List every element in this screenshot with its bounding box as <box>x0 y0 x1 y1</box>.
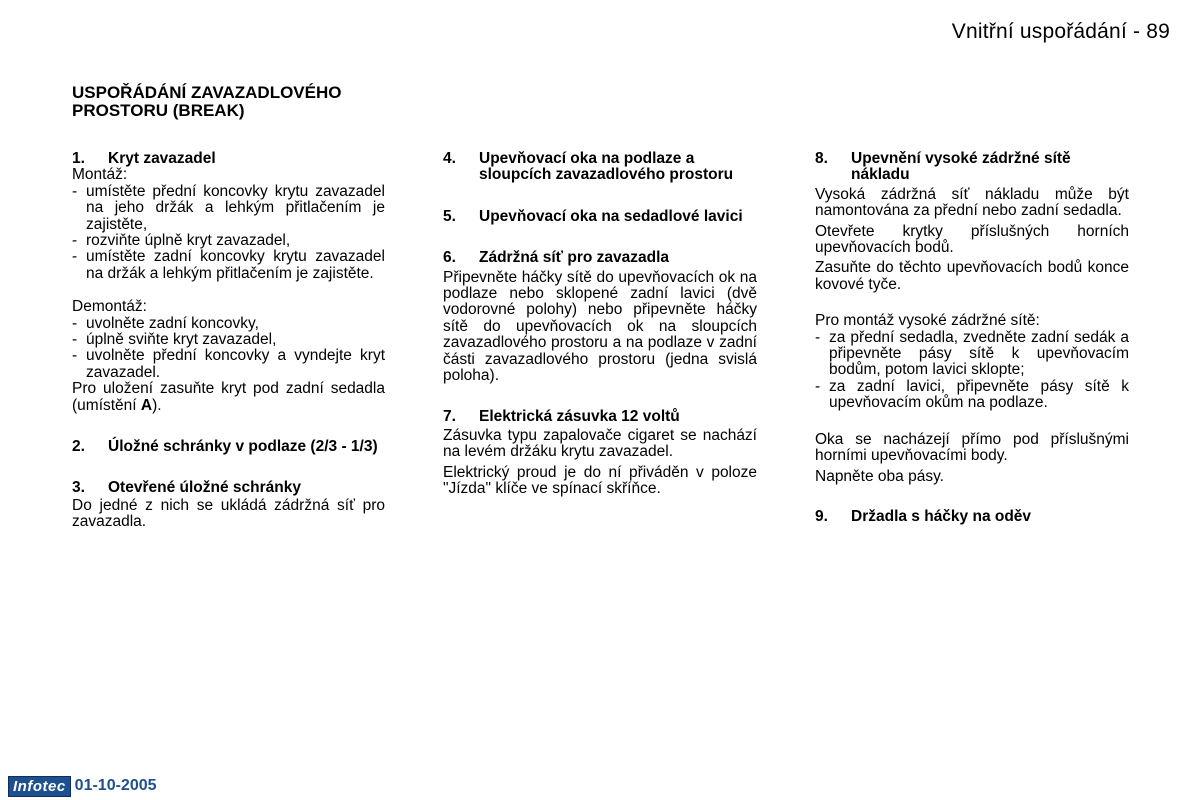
section-8-p2: Otevřete krytky příslušných horních upevňovacích bodů. <box>815 222 1129 257</box>
page-header: Vnitřní uspořádání - 89 <box>951 20 1170 43</box>
section-8-p6: Napněte oba pásy. <box>815 467 944 485</box>
footer-date: 01-10-2005 <box>74 777 157 794</box>
section-7-heading: 7. Elektrická zásuvka 12 voltů <box>443 408 680 426</box>
list-item: - za zadní lavici, připevněte pásy sítě k upevňovacím okům na podlaze. <box>815 377 1129 412</box>
storage-paragraph: Pro uložení zasuňte kryt pod zadní sedadla (umístění A). <box>72 380 385 414</box>
list-item: - umístěte zadní koncovky krytu zavazadel na držák a lehkým přitlačením je zajistěte. <box>72 248 385 282</box>
main-title: USPOŘÁDÁNÍ ZAVAZADLOVÉHO PROSTORU (BREAK) <box>72 83 342 120</box>
section-3-heading: 3. Otevřené úložné schránky <box>72 478 301 496</box>
section-6-text: Připevněte háčky sítě do upevňovacích ok na podlaze nebo sklopené zadní lavici (dvě vodorovné polohy) nebo připevněte háčky sítě do upevňovacích ok na sloupcích zavazadlového prostoru a na podlaze v zadní části zavazadlového prostoru (jedna svislá poloha). <box>443 268 757 385</box>
section-2-heading: 2. Úložné schránky v podlaze (2/3 - 1/3) <box>72 438 378 456</box>
list-item: - uvolněte zadní koncovky, <box>72 314 259 332</box>
section-1-heading <box>72 151 385 167</box>
column-3 <box>815 151 1129 525</box>
section-3-text: Do jedné z nich se ukládá zádržná síť pro zavazadla. <box>72 496 385 531</box>
column-2 <box>443 151 757 498</box>
list-item: - umístěte přední koncovky krytu zavazadel na jeho držák a lehkým přitlačením je zajistěte, <box>72 182 385 233</box>
mount-label: Montáž: <box>72 166 128 184</box>
list-item: - úplně sviňte kryt zavazadel, <box>72 331 277 349</box>
section-title: Kryt zavazadel <box>108 150 216 167</box>
list-item: - rozviňte úplně kryt zavazadel, <box>72 232 291 250</box>
section-5-heading: 5. Upevňovací oka na sedadlové lavici <box>443 207 743 225</box>
section-8-p1: Vysoká zádržná síť nákladu může být namontována za přední nebo zadní sedadla. <box>815 185 1129 220</box>
demount-label: Demontáž: <box>72 298 147 316</box>
footer <box>8 776 157 796</box>
list-item: - za přední sedadla, zvedněte zadní sedák a připevněte pásy sítě k upevňovacím bodům, potom lavici sklopte; <box>815 328 1129 379</box>
column-1 <box>72 151 385 531</box>
section-6-heading: 6. Zádržná síť pro zavazadla <box>443 249 670 267</box>
section-7-p1: Zásuvka typu zapalovače cigaret se nachází na levém držáku krytu zavazadel. <box>443 426 757 461</box>
list-item: - uvolněte přední koncovky a vyndejte kryt zavazadel. <box>72 347 385 381</box>
section-4-heading: 4. Upevňovací oka na podlaze a sloupcích zavazadlového prostoru <box>443 150 734 184</box>
section-9-heading: 9. Držadla s háčky na oděv <box>815 507 1032 525</box>
section-8-heading: 8. Upevnění vysoké zádržné sítě nákladu <box>815 150 1071 184</box>
section-8-p5: Oka se nacházejí přímo pod příslušnými horními upevňovacími body. <box>815 430 1129 465</box>
section-8-p3: Zasuňte do těchto upevňovacích bodů konce kovové tyče. <box>815 259 1129 293</box>
section-7-p2: Elektrický proud je do ní přiváděn v poloze "Jízda" klíče ve spínací skříňce. <box>443 463 757 498</box>
section-number: 1. <box>72 150 85 167</box>
section-8-p4: Pro montáž vysoké zádržné sítě: <box>815 312 1040 330</box>
infotec-logo: Infotec <box>8 776 71 797</box>
